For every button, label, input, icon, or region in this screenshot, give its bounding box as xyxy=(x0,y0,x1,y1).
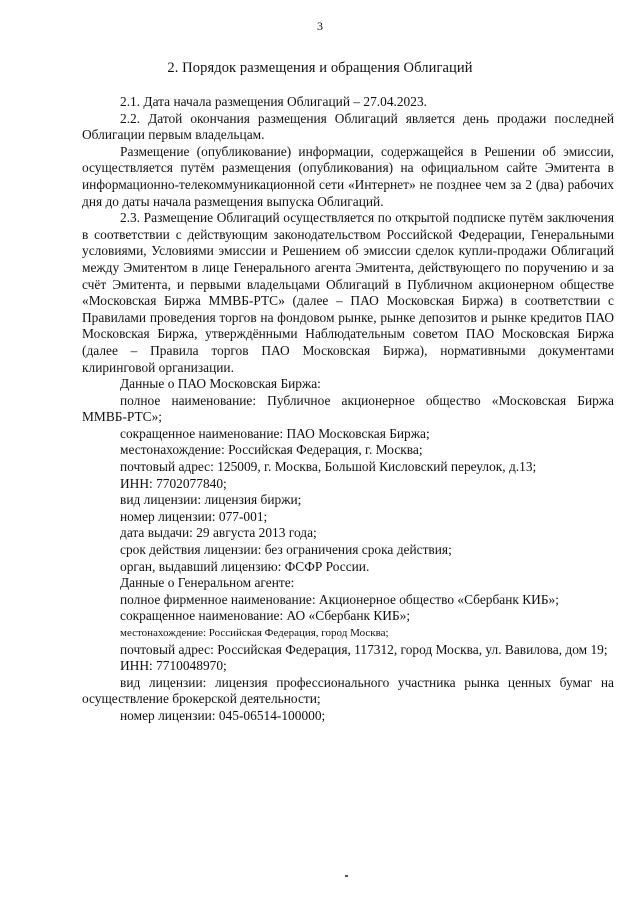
exchange-postal-address: почтовый адрес: 125009, г. Москва, Большой Кисловский переулок, д.13; xyxy=(120,459,537,475)
exchange-issue-date: дата выдачи: 29 августа 2013 года; xyxy=(120,525,317,541)
document-body xyxy=(82,94,614,725)
agent-license-number: номер лицензии: 045-06514-100000; xyxy=(120,707,326,723)
exchange-title: Данные о ПАО Московская Биржа: xyxy=(120,376,321,392)
agent-location: местонахождение: Российская Федерация, город Москва; xyxy=(120,627,389,639)
section-heading: 2. Порядок размещения и обращения Облигаций xyxy=(167,60,473,76)
agent-full-name: полное фирменное наименование: Акционерное общество «Сбербанк КИБ»; xyxy=(120,591,559,607)
scan-speck xyxy=(345,875,348,877)
disclosure-paragraph: Размещение (опубликование) информации, содержащейся в Решении об эмиссии, осуществляется путём размещения (опубликования) на официальном сайте Эмитента в информационно-телекоммуникационной сети «Интернет» не позднее чем за 2 (два) рабочих дня до даты начала размещения выпуска Облигаций. xyxy=(82,143,614,209)
agent-inn: ИНН: 7710048970; xyxy=(120,658,227,674)
exchange-license-validity: срок действия лицензии: без ограничения срока действия; xyxy=(120,542,452,558)
exchange-short-name: сокращенное наименование: ПАО Московская Биржа; xyxy=(120,425,430,441)
exchange-license-issuer: орган, выдавший лицензию: ФСФР России. xyxy=(120,558,370,574)
clause-2-3: 2.3. Размещение Облигаций осуществляется по открытой подписке путём заключения в соответствии с действующим законодательством Российской Федерации, Генеральными условиями, Условиями эмиссии и Решением об эмиссии сделок купли-продажи Облигаций между Эмитентом в лице Генерального агента Эмитента, действующего по поручению и за счёт Эмитента, и первыми владельцами Облигаций в Публичном акционерном обществе «Московская Биржа ММВБ-РТС» (далее – ПАО Московская Биржа) в соответствии с Правилами проведения торгов на фондовом рынке, рынке депозитов и рынке кредитов ПАО Московская Биржа, утверждёнными Наблюдательным советом ПАО Московская Биржа (далее – Правила торгов ПАО Московская Биржа), нормативными документами клиринговой организации. xyxy=(82,210,614,375)
agent-title: Данные о Генеральном агенте: xyxy=(120,575,295,591)
exchange-license-number: номер лицензии: 077-001; xyxy=(120,508,268,524)
exchange-location: местонахождение: Российская Федерация, г. Москва; xyxy=(120,442,423,458)
exchange-full-name: полное наименование: Публичное акционерное общество «Московская Биржа ММВБ-РТС»; xyxy=(82,392,614,425)
exchange-inn: ИНН: 7702077840; xyxy=(120,475,227,491)
page-number: 3 xyxy=(317,19,323,33)
agent-license-type: вид лицензии: лицензия профессионального участника рынка ценных бумаг на осуществление брокерской деятельности; xyxy=(82,674,614,707)
clause-2-2: 2.2. Датой окончания размещения Облигаций является день продажи последней Облигации первым владельцам. xyxy=(82,110,614,143)
agent-postal-address: почтовый адрес: Российская Федерация, 117312, город Москва, ул. Вавилова, дом 19; xyxy=(120,641,608,657)
exchange-license-type: вид лицензии: лицензия биржи; xyxy=(120,492,302,508)
agent-short-name: сокращенное наименование: АО «Сбербанк КИБ»; xyxy=(120,608,411,624)
clause-2-1: 2.1. Дата начала размещения Облигаций – 27.04.2023. xyxy=(120,94,427,109)
